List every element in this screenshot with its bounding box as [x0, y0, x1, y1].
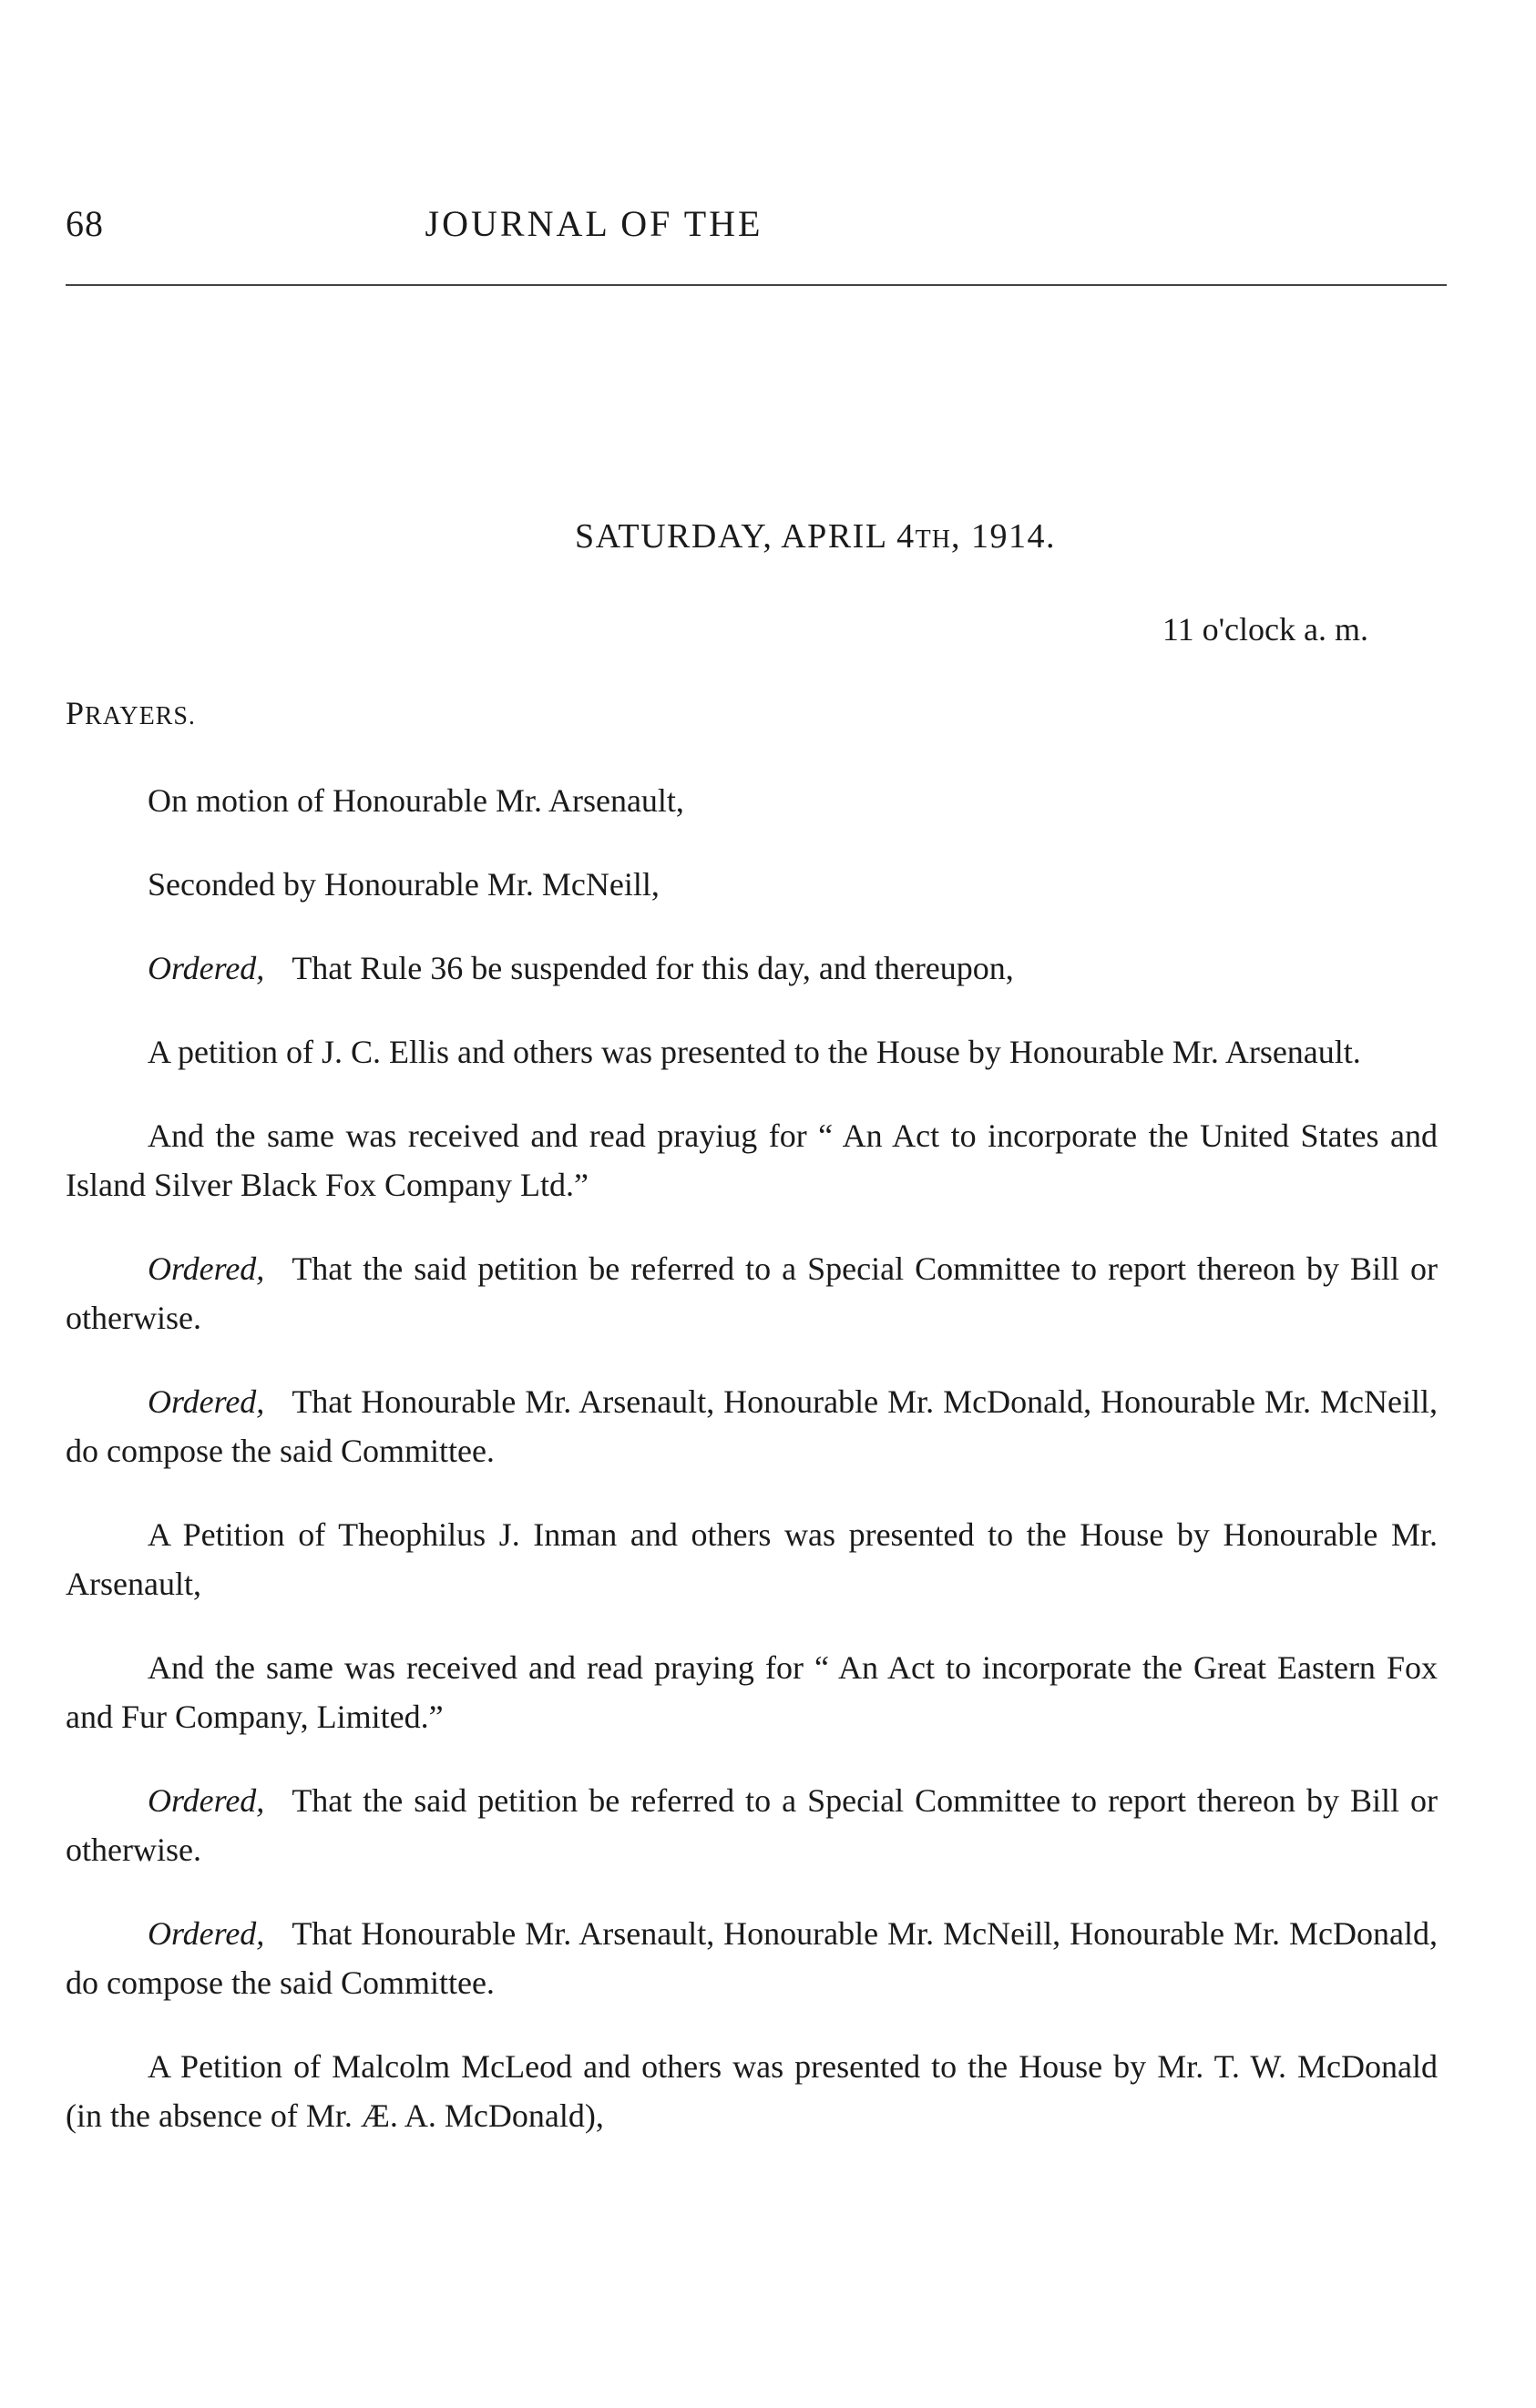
running-title: JOURNAL OF THE [425, 203, 763, 244]
paragraph-text: And the same was received and read prayiug for “ An Act to incorporate the United States and Island Silver Black Fox Company Ltd.” [66, 1117, 1438, 1203]
prayers-rest: RAYERS. [85, 702, 196, 730]
paragraph [66, 1643, 1438, 1741]
paragraph-text: That Rule 36 be suspended for this day, and thereupon, [292, 950, 1014, 986]
sitting-date [66, 512, 1438, 565]
page-header [66, 202, 1450, 257]
page-number: 68 [66, 203, 104, 244]
paragraph-lead: Ordered, [148, 1250, 265, 1287]
paragraph-text: That Honourable Mr. Arsenault, Honourable Mr. McNeill, Honourable Mr. McDonald, do compose the said Committee. [66, 1915, 1438, 2001]
paragraph-text: A Petition of Malcolm McLeod and others was presented to the House by Mr. T. W. McDonald (in the absence of Mr. Æ. A. McDonald), [66, 2048, 1438, 2134]
paragraph [66, 1909, 1438, 2007]
paragraph [66, 1244, 1438, 1342]
paragraph [66, 1377, 1438, 1475]
paragraph-text: And the same was received and read praying for “ An Act to incorporate the Great Eastern Fox and Fur Company, Limited.” [66, 1649, 1438, 1735]
paragraph [66, 860, 1438, 909]
paragraph [66, 1027, 1438, 1076]
prayers-heading [66, 689, 1438, 741]
paragraph [66, 1111, 1438, 1209]
sitting-date-suffix: TH [915, 525, 951, 554]
paragraph-text: On motion of Honourable Mr. Arsenault, [148, 782, 684, 819]
paragraph-text: That the said petition be referred to a Special Committee to report thereon by Bill or otherwise. [66, 1250, 1438, 1336]
paragraph-lead: Ordered, [148, 1782, 265, 1819]
paragraph [66, 1776, 1438, 1874]
paragraph-text: A petition of J. C. Ellis and others was presented to the House by Honourable Mr. Arsenault. [148, 1034, 1361, 1070]
paragraph-lead: Ordered, [148, 1915, 265, 1952]
paragraph-text: That the said petition be referred to a Special Committee to report thereon by Bill or otherwise. [66, 1782, 1438, 1868]
paragraph-text: Seconded by Honourable Mr. McNeill, [148, 866, 660, 903]
paragraph [66, 944, 1438, 993]
sitting-date-year: , 1914. [950, 517, 1056, 556]
paragraph-lead: Ordered, [148, 1383, 265, 1420]
paragraph [66, 776, 1438, 825]
sitting-time: 11 o'clock a. m. [1162, 611, 1368, 648]
paragraph [66, 1510, 1438, 1608]
sitting-date-main: SATURDAY, APRIL 4 [575, 517, 916, 556]
paragraph-text: A Petition of Theophilus J. Inman and others was presented to the House by Honourable Mr. Arsenault, [66, 1516, 1438, 1602]
paragraph [66, 2042, 1438, 2140]
header-rule [66, 284, 1447, 286]
prayers-first-letter: P [66, 695, 86, 731]
paragraph-lead: Ordered, [148, 950, 265, 986]
journal-body [66, 512, 1438, 2140]
paragraph-text: That Honourable Mr. Arsenault, Honourable Mr. McDonald, Honourable Mr. McNeill, do compose the said Committee. [66, 1383, 1438, 1469]
